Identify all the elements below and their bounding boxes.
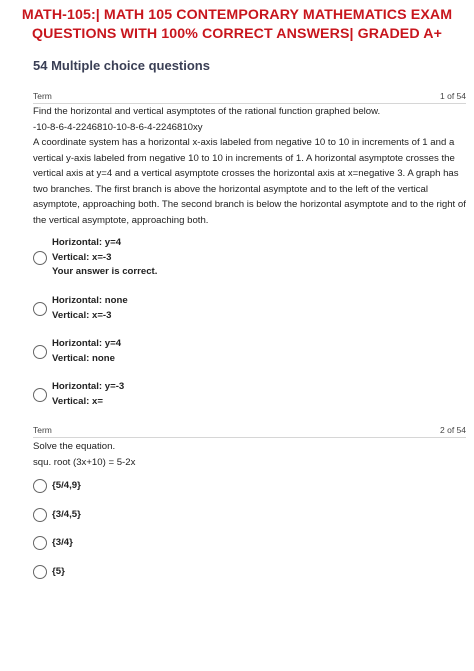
question-line: Find the horizontal and vertical asymptotes of the rational function graphed below. [33,106,381,117]
radio-button[interactable] [33,251,47,265]
question-line: A coordinate system has a horizontal x-axis labeled from negative 10 to 10 in increments of 1 and a vertical y-axis labeled from negative 10 to 10 in increments of 1. A horizontal asymptote crosses the vertical axis at y=4 and a vertical asymptote crosses the horizontal axis at x=negative 3. A graph has two branches. The first branch is above the horizontal asymptote and to the left of the vertical asymptote, approaching both. The second branch is below the horizontal asymptote and to the right of the vertical asymptote, approaching both. [33,137,466,226]
option-line: Horizontal: y=4 [52,237,122,248]
divider [33,103,466,104]
option-line: Horizontal: y=-3 [52,381,125,392]
radio-button[interactable] [33,536,47,550]
document-title [0,6,474,44]
option-line: {5/4,9} [52,480,81,491]
term-label: Term [33,91,52,101]
title-line-1: MATH-105:| MATH 105 CONTEMPORARY MATHEMATICS EXAM [21,7,453,23]
title-line-2: QUESTIONS WITH 100% CORRECT ANSWERS| GRADED A+ [32,26,442,42]
option-line: Vertical: x=-3 [52,251,112,263]
radio-button[interactable] [33,302,47,316]
radio-button[interactable] [33,479,47,493]
question-line: squ. root (3x+10) = 5-2x [33,456,136,468]
question-counter: 2 of 54 [440,425,466,435]
option-line: Vertical: x=-3 [52,309,112,321]
radio-button[interactable] [33,508,47,522]
term-label: Term [33,425,52,435]
radio-button[interactable] [33,388,47,402]
question-counter: 1 of 54 [440,91,466,101]
answer-feedback: Your answer is correct. [52,266,158,277]
divider [33,437,466,438]
option-line: {3/4,5} [52,509,81,520]
term-header [33,91,466,103]
question-text [33,104,466,228]
question-card-1 [33,91,466,228]
option-line: Vertical: x= [52,395,103,407]
option-line: Horizontal: y=4 [52,338,122,349]
option-line: Horizontal: none [52,295,128,306]
option-line: Vertical: none [52,352,115,364]
option-line: {3/4} [52,537,73,548]
term-header [33,425,466,437]
option-line: {5} [52,566,65,577]
radio-button[interactable] [33,565,47,579]
radio-button[interactable] [33,345,47,359]
question-line: -10-8-6-4-2246810-10-8-6-4-2246810xy [33,121,203,133]
question-text [33,439,466,470]
question-line: Solve the equation. [33,441,116,452]
question-count-heading: 54 Multiple choice questions [33,58,210,73]
question-card-2 [33,425,466,470]
